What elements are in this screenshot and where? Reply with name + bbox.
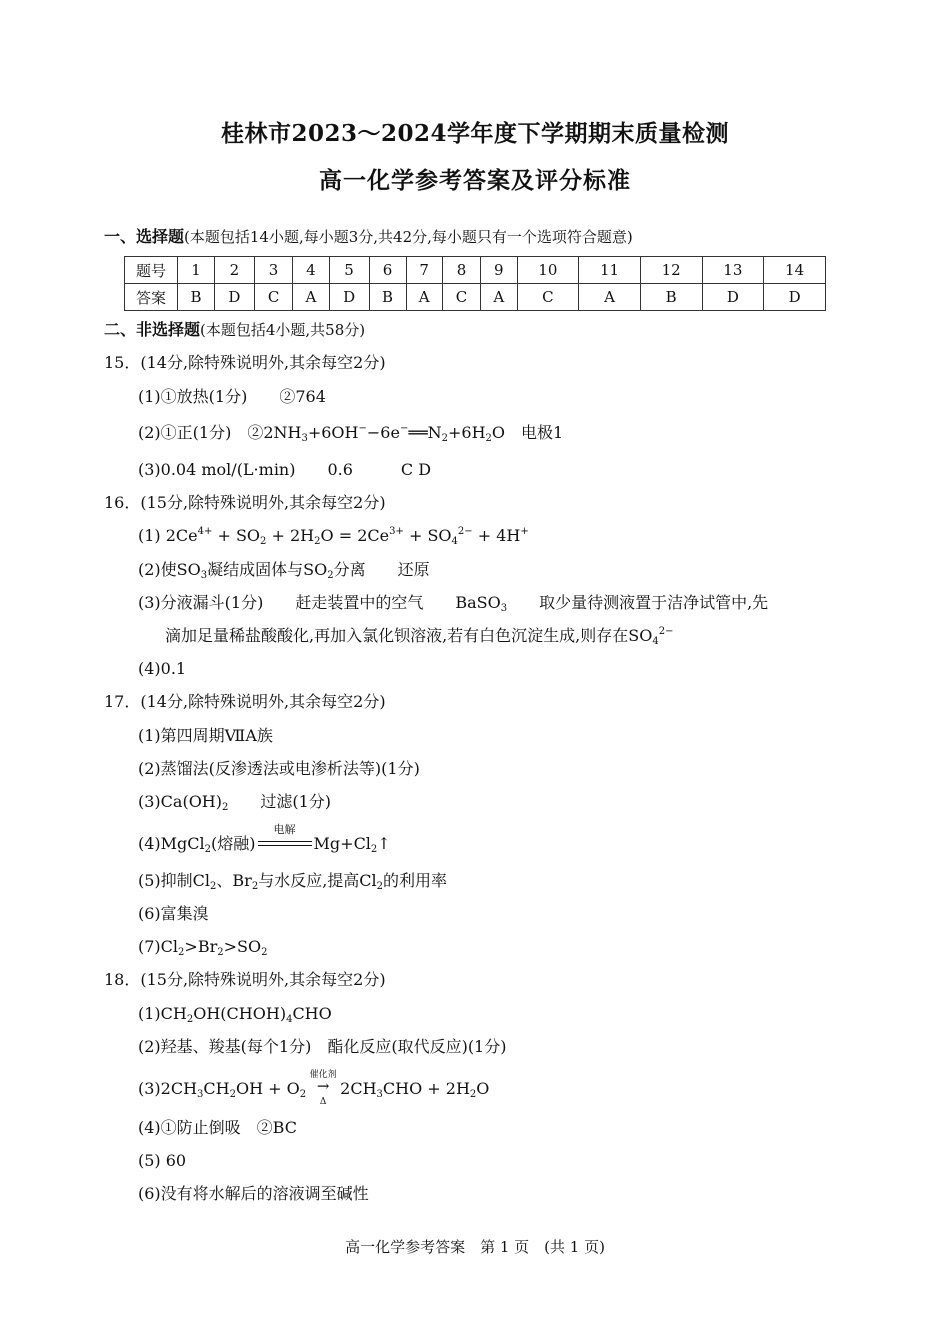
- q17-heading: 17．(14分,除特殊说明外,其余每空2分): [104, 692, 386, 711]
- table-cell: 1: [178, 257, 215, 284]
- q17-part3: $(3)Ca(OH)_2$ 过滤(1分): [138, 792, 332, 813]
- section1-heading: 一、选择题: [104, 227, 185, 246]
- q15-heading: 15．(14分,除特殊说明外,其余每空2分): [104, 353, 386, 372]
- section2-heading-line: [104, 319, 365, 341]
- q17-part1: (1)第四周期ⅦA族: [138, 726, 273, 745]
- table-cell: B: [178, 284, 215, 311]
- q17-part6: (6)富集溴: [138, 904, 209, 923]
- section1-note: (本题包括14小题,每小题3分,共42分,每小题只有一个选项符合题意): [184, 228, 633, 246]
- q17-part4: (4)MgCl$_2$(熔融) 电解 $Mg+Cl_2↑$: [138, 833, 391, 855]
- arrow-icon: →: [316, 1077, 330, 1095]
- q18-part3: $(3)2CH_3CH_2OH + O_2$ 催化剂 → Δ $2CH_3CHO + 2H_2O$: [138, 1078, 489, 1100]
- q16-part4: (4)0.1: [138, 659, 187, 678]
- table-cell: 11: [579, 257, 641, 284]
- q18-part4: (4)①防止倒吸 ②BC: [138, 1118, 297, 1137]
- q18-part5: (5) 60: [138, 1151, 187, 1170]
- heat-label: Δ: [319, 1097, 327, 1107]
- table-cell: 14: [764, 257, 826, 284]
- table-cell: D: [329, 284, 369, 311]
- table-cell: D: [702, 284, 764, 311]
- table-cell: A: [481, 284, 517, 311]
- table-cell: 12: [640, 257, 702, 284]
- table-cell: 13: [702, 257, 764, 284]
- table-cell: 2: [214, 257, 254, 284]
- table-cell: C: [517, 284, 579, 311]
- q18-part6: (6)没有将水解后的溶液调至碱性: [138, 1184, 369, 1203]
- table-cell: 10: [517, 257, 579, 284]
- q15-part1: (1)①放热(1分) ②764: [138, 387, 326, 406]
- section2-note: (本题包括4小题,共58分): [200, 321, 366, 339]
- section2-heading: 二、非选择题: [104, 320, 201, 339]
- table-row-numbers: [125, 257, 826, 284]
- table-cell: 6: [369, 257, 406, 284]
- row-label-number: 题号: [125, 257, 178, 284]
- table-cell: 3: [254, 257, 292, 284]
- q17-part7: $(7)Cl_2>Br_2>SO_2$: [138, 937, 268, 958]
- answer-table: [124, 256, 826, 311]
- q17-part2: (2)蒸馏法(反渗透法或电渗析法等)(1分): [138, 759, 420, 778]
- table-cell: 9: [481, 257, 517, 284]
- electrolysis-equals-sign: [256, 823, 314, 855]
- catalyst-label: 催化剂: [309, 1070, 337, 1080]
- table-cell: A: [579, 284, 641, 311]
- q18-heading: 18．(15分,除特殊说明外,其余每空2分): [104, 970, 386, 989]
- table-cell: C: [254, 284, 292, 311]
- q16-part2: (2)使$SO_3$凝结成固体与$SO_2$分离 还原: [138, 560, 430, 581]
- table-cell: A: [293, 284, 329, 311]
- table-cell: B: [369, 284, 406, 311]
- q16-part1: (1) $2Ce^{4+} + SO_2 + 2H_2O = 2Ce^{3+} + SO_4^{2-} + 4H^+$: [138, 526, 529, 547]
- table-cell: 4: [293, 257, 329, 284]
- table-cell: B: [640, 284, 702, 311]
- q16-part3: (3)分液漏斗(1分) 赶走装置中的空气 BaSO$_3$ 取少量待测液置于洁净试管中,先: [138, 593, 769, 614]
- q15-part2: (2)①正(1分) $②2NH_3+6OH^--6e^-══N_2+6H_2O$ 电极1: [138, 423, 564, 444]
- row-label-answer: 答案: [125, 284, 178, 311]
- reaction-condition: 电解: [273, 823, 296, 836]
- table-cell: D: [764, 284, 826, 311]
- table-cell: 8: [442, 257, 480, 284]
- table-cell: 5: [329, 257, 369, 284]
- document-subtitle: 高一化学参考答案及评分标准: [319, 167, 631, 194]
- q16-heading: 16．(15分,除特殊说明外,其余每空2分): [104, 493, 386, 512]
- q18-part2: (2)羟基、羧基(每个1分) 酯化反应(取代反应)(1分): [138, 1037, 507, 1056]
- q15-part3: (3)0.04 mol/(L·min) 0.6 C D: [138, 460, 432, 479]
- document-title: 桂林市2023～2024学年度下学期期末质量检测: [220, 120, 730, 147]
- q17-part5: (5)抑制$Cl_2$、$Br_2$与水反应,提高$Cl_2$的利用率: [138, 871, 448, 892]
- q18-part1: $(1)CH_2OH(CHOH)_4CHO$: [138, 1004, 332, 1025]
- q16-part3-continued: 滴加足量稀盐酸酸化,再加入氯化钡溶液,若有白色沉淀生成,则存在$SO_4^{2-}$: [165, 626, 674, 647]
- page-footer: 高一化学参考答案 第 1 页 (共 1 页): [345, 1238, 605, 1256]
- table-row-answers: [125, 284, 826, 311]
- section1-heading-line: [104, 226, 633, 248]
- catalyst-arrow: [306, 1070, 340, 1107]
- table-cell: D: [214, 284, 254, 311]
- table-cell: C: [442, 284, 480, 311]
- table-cell: A: [406, 284, 442, 311]
- table-cell: 7: [406, 257, 442, 284]
